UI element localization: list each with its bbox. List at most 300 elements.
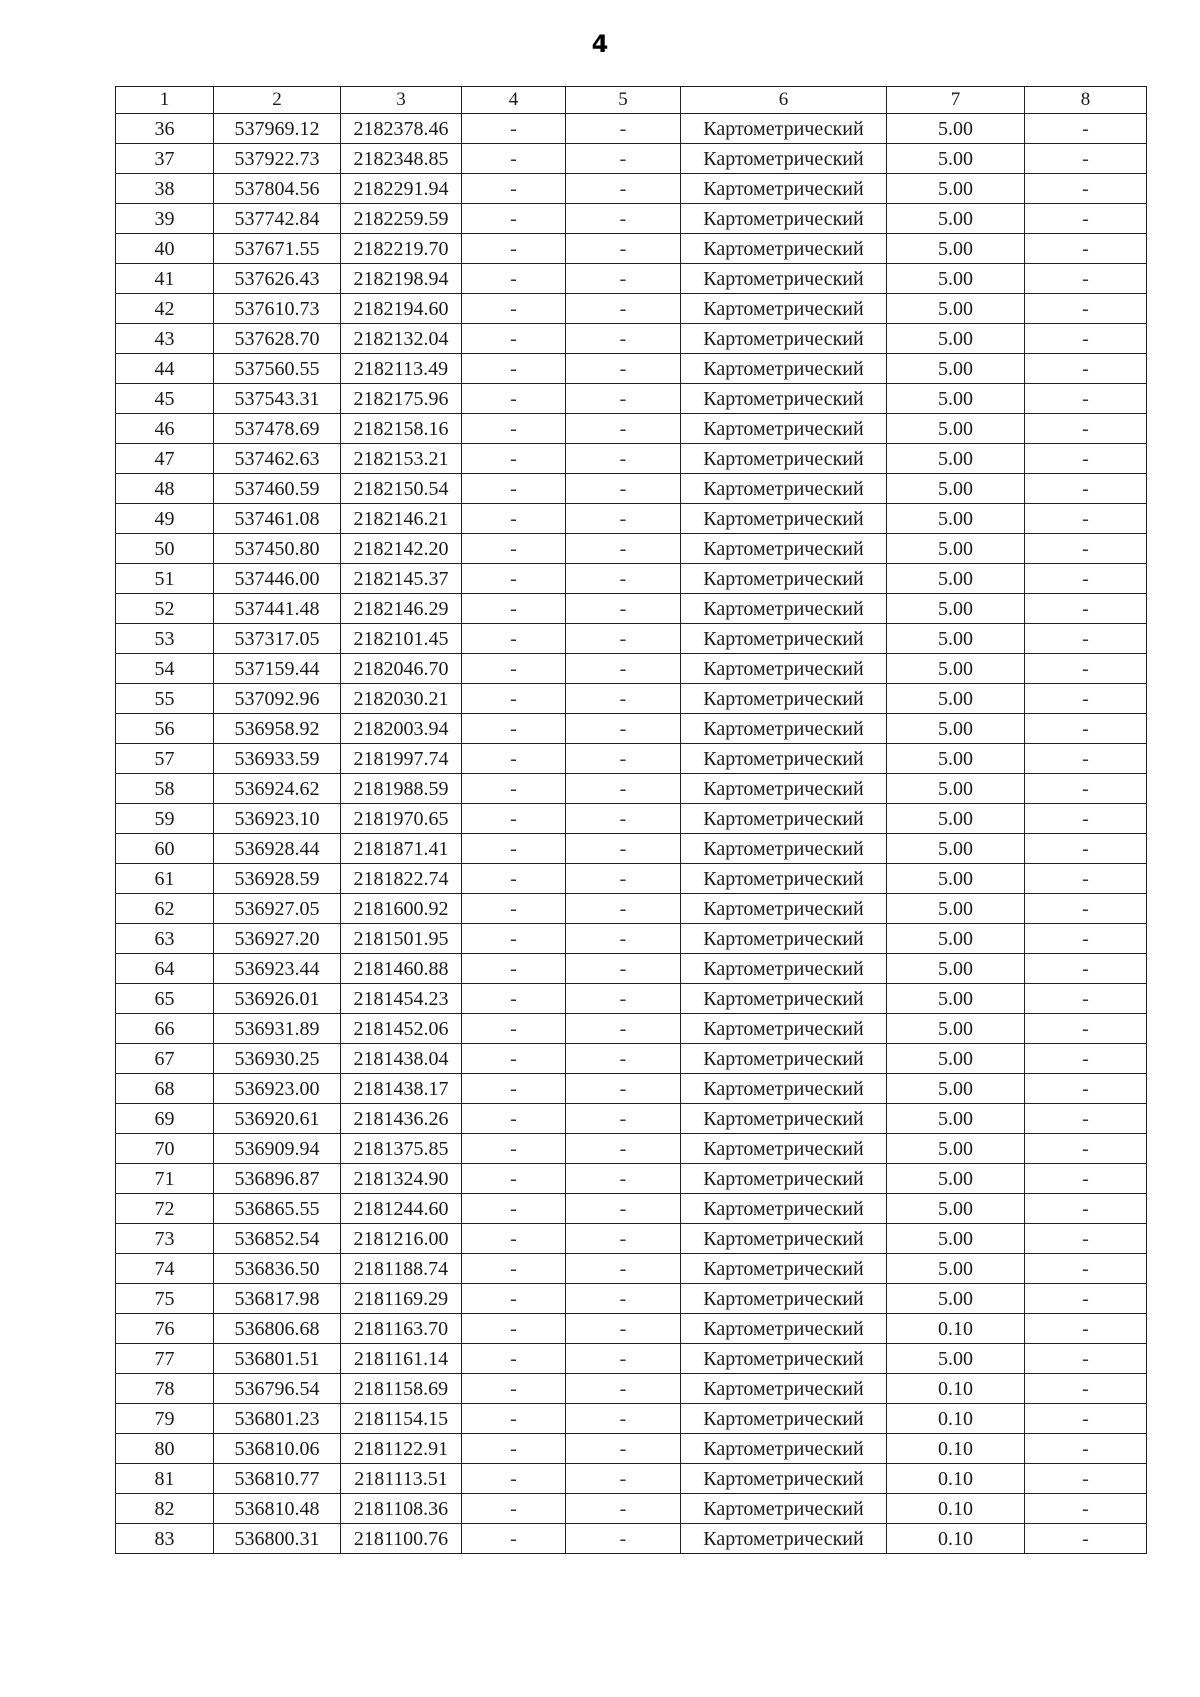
cell-col5-value: -	[566, 324, 681, 354]
cell-accuracy: 5.00	[887, 474, 1025, 504]
cell-point-number: 65	[116, 984, 214, 1014]
table-row	[116, 204, 1147, 234]
column-header-8: 8	[1025, 87, 1147, 114]
cell-col8-value: -	[1025, 1134, 1147, 1164]
cell-col5-value: -	[566, 684, 681, 714]
cell-col5-value: -	[566, 204, 681, 234]
cell-col8-value: -	[1025, 624, 1147, 654]
cell-point-number: 56	[116, 714, 214, 744]
cell-accuracy: 5.00	[887, 1134, 1025, 1164]
table-row	[116, 1464, 1147, 1494]
cell-point-number: 62	[116, 894, 214, 924]
cell-y-coordinate: 2181501.95	[341, 924, 462, 954]
table-row	[116, 1434, 1147, 1464]
cell-col5-value: -	[566, 924, 681, 954]
cell-x-coordinate: 536923.44	[214, 954, 341, 984]
table-row	[116, 1104, 1147, 1134]
cell-method: Картометрический	[681, 204, 887, 234]
table-row	[116, 234, 1147, 264]
cell-point-number: 53	[116, 624, 214, 654]
cell-x-coordinate: 537446.00	[214, 564, 341, 594]
cell-col8-value: -	[1025, 1164, 1147, 1194]
cell-y-coordinate: 2182348.85	[341, 144, 462, 174]
cell-accuracy: 0.10	[887, 1464, 1025, 1494]
cell-col4-value: -	[462, 984, 566, 1014]
cell-method: Картометрический	[681, 1254, 887, 1284]
cell-col8-value: -	[1025, 1194, 1147, 1224]
table-row	[116, 1194, 1147, 1224]
cell-y-coordinate: 2182378.46	[341, 114, 462, 144]
cell-col8-value: -	[1025, 1464, 1147, 1494]
cell-col8-value: -	[1025, 594, 1147, 624]
cell-x-coordinate: 536796.54	[214, 1374, 341, 1404]
cell-method: Картометрический	[681, 144, 887, 174]
cell-col8-value: -	[1025, 264, 1147, 294]
cell-col4-value: -	[462, 1254, 566, 1284]
cell-col8-value: -	[1025, 1014, 1147, 1044]
cell-accuracy: 5.00	[887, 1254, 1025, 1284]
cell-point-number: 58	[116, 774, 214, 804]
cell-x-coordinate: 536923.00	[214, 1074, 341, 1104]
table-row	[116, 714, 1147, 744]
cell-col5-value: -	[566, 1044, 681, 1074]
cell-col8-value: -	[1025, 474, 1147, 504]
cell-col5-value: -	[566, 1104, 681, 1134]
cell-col4-value: -	[462, 474, 566, 504]
cell-col5-value: -	[566, 1164, 681, 1194]
cell-col8-value: -	[1025, 654, 1147, 684]
cell-method: Картометрический	[681, 1314, 887, 1344]
cell-method: Картометрический	[681, 1524, 887, 1554]
cell-col5-value: -	[566, 1434, 681, 1464]
cell-y-coordinate: 2182145.37	[341, 564, 462, 594]
cell-method: Картометрический	[681, 1344, 887, 1374]
cell-accuracy: 5.00	[887, 1104, 1025, 1134]
table-row	[116, 1164, 1147, 1194]
cell-x-coordinate: 537922.73	[214, 144, 341, 174]
cell-accuracy: 5.00	[887, 294, 1025, 324]
cell-col5-value: -	[566, 654, 681, 684]
table-row	[116, 1524, 1147, 1554]
cell-point-number: 43	[116, 324, 214, 354]
cell-col5-value: -	[566, 594, 681, 624]
cell-method: Картометрический	[681, 1284, 887, 1314]
cell-method: Картометрический	[681, 804, 887, 834]
table-row	[116, 1074, 1147, 1104]
cell-accuracy: 5.00	[887, 714, 1025, 744]
table-header-row	[116, 87, 1147, 114]
cell-y-coordinate: 2181113.51	[341, 1464, 462, 1494]
cell-x-coordinate: 537671.55	[214, 234, 341, 264]
cell-x-coordinate: 536958.92	[214, 714, 341, 744]
cell-col4-value: -	[462, 1464, 566, 1494]
cell-accuracy: 5.00	[887, 1044, 1025, 1074]
cell-col8-value: -	[1025, 744, 1147, 774]
cell-accuracy: 5.00	[887, 1224, 1025, 1254]
table-row	[116, 174, 1147, 204]
table-row	[116, 744, 1147, 774]
table-row	[116, 504, 1147, 534]
cell-x-coordinate: 537742.84	[214, 204, 341, 234]
cell-y-coordinate: 2181375.85	[341, 1134, 462, 1164]
cell-method: Картометрический	[681, 834, 887, 864]
table-row	[116, 924, 1147, 954]
cell-col4-value: -	[462, 654, 566, 684]
cell-method: Картометрический	[681, 414, 887, 444]
cell-col8-value: -	[1025, 174, 1147, 204]
cell-y-coordinate: 2181997.74	[341, 744, 462, 774]
cell-accuracy: 5.00	[887, 174, 1025, 204]
cell-col4-value: -	[462, 1494, 566, 1524]
cell-accuracy: 5.00	[887, 1284, 1025, 1314]
cell-point-number: 42	[116, 294, 214, 324]
cell-y-coordinate: 2182175.96	[341, 384, 462, 414]
cell-accuracy: 5.00	[887, 384, 1025, 414]
cell-y-coordinate: 2181324.90	[341, 1164, 462, 1194]
cell-method: Картометрический	[681, 354, 887, 384]
cell-col4-value: -	[462, 744, 566, 774]
cell-method: Картометрический	[681, 894, 887, 924]
cell-x-coordinate: 536810.06	[214, 1434, 341, 1464]
cell-col8-value: -	[1025, 864, 1147, 894]
cell-x-coordinate: 536930.25	[214, 1044, 341, 1074]
page-number: 4	[591, 30, 609, 58]
table-row	[116, 294, 1147, 324]
column-header-4: 4	[462, 87, 566, 114]
cell-x-coordinate: 537628.70	[214, 324, 341, 354]
cell-accuracy: 5.00	[887, 354, 1025, 384]
cell-col5-value: -	[566, 1464, 681, 1494]
table-row	[116, 1344, 1147, 1374]
cell-accuracy: 5.00	[887, 324, 1025, 354]
cell-x-coordinate: 536801.51	[214, 1344, 341, 1374]
column-header-1: 1	[116, 87, 214, 114]
cell-accuracy: 5.00	[887, 234, 1025, 264]
cell-method: Картометрический	[681, 1434, 887, 1464]
cell-x-coordinate: 536800.31	[214, 1524, 341, 1554]
cell-x-coordinate: 537626.43	[214, 264, 341, 294]
cell-x-coordinate: 536896.87	[214, 1164, 341, 1194]
cell-col5-value: -	[566, 444, 681, 474]
cell-y-coordinate: 2181822.74	[341, 864, 462, 894]
table-row	[116, 684, 1147, 714]
cell-col4-value: -	[462, 354, 566, 384]
cell-accuracy: 5.00	[887, 624, 1025, 654]
cell-col8-value: -	[1025, 1104, 1147, 1134]
cell-x-coordinate: 537969.12	[214, 114, 341, 144]
cell-method: Картометрический	[681, 924, 887, 954]
cell-point-number: 60	[116, 834, 214, 864]
cell-y-coordinate: 2182150.54	[341, 474, 462, 504]
cell-y-coordinate: 2182030.21	[341, 684, 462, 714]
cell-col5-value: -	[566, 174, 681, 204]
cell-x-coordinate: 537462.63	[214, 444, 341, 474]
cell-col5-value: -	[566, 384, 681, 414]
cell-col8-value: -	[1025, 1224, 1147, 1254]
cell-col8-value: -	[1025, 1254, 1147, 1284]
cell-col4-value: -	[462, 1194, 566, 1224]
cell-col4-value: -	[462, 1224, 566, 1254]
cell-col5-value: -	[566, 234, 681, 264]
cell-accuracy: 0.10	[887, 1314, 1025, 1344]
cell-accuracy: 5.00	[887, 264, 1025, 294]
cell-x-coordinate: 537461.08	[214, 504, 341, 534]
cell-col4-value: -	[462, 864, 566, 894]
cell-y-coordinate: 2182146.29	[341, 594, 462, 624]
column-header-2: 2	[214, 87, 341, 114]
table-row	[116, 1014, 1147, 1044]
cell-method: Картометрический	[681, 504, 887, 534]
cell-point-number: 44	[116, 354, 214, 384]
table-row	[116, 444, 1147, 474]
cell-accuracy: 5.00	[887, 414, 1025, 444]
cell-point-number: 51	[116, 564, 214, 594]
cell-accuracy: 5.00	[887, 864, 1025, 894]
cell-point-number: 68	[116, 1074, 214, 1104]
cell-x-coordinate: 536817.98	[214, 1284, 341, 1314]
cell-method: Картометрический	[681, 624, 887, 654]
cell-method: Картометрический	[681, 294, 887, 324]
cell-point-number: 72	[116, 1194, 214, 1224]
cell-point-number: 73	[116, 1224, 214, 1254]
cell-col8-value: -	[1025, 324, 1147, 354]
cell-y-coordinate: 2181970.65	[341, 804, 462, 834]
cell-col5-value: -	[566, 1374, 681, 1404]
cell-method: Картометрический	[681, 384, 887, 414]
cell-col4-value: -	[462, 144, 566, 174]
table-row	[116, 1044, 1147, 1074]
cell-col5-value: -	[566, 834, 681, 864]
cell-col4-value: -	[462, 1044, 566, 1074]
table-row	[116, 804, 1147, 834]
column-header-5: 5	[566, 87, 681, 114]
cell-y-coordinate: 2181460.88	[341, 954, 462, 984]
cell-point-number: 76	[116, 1314, 214, 1344]
cell-accuracy: 5.00	[887, 1344, 1025, 1374]
cell-x-coordinate: 536926.01	[214, 984, 341, 1014]
cell-point-number: 81	[116, 1464, 214, 1494]
cell-col8-value: -	[1025, 354, 1147, 384]
table-row	[116, 534, 1147, 564]
cell-y-coordinate: 2182259.59	[341, 204, 462, 234]
table-row	[116, 594, 1147, 624]
cell-x-coordinate: 536865.55	[214, 1194, 341, 1224]
cell-col8-value: -	[1025, 834, 1147, 864]
cell-point-number: 63	[116, 924, 214, 954]
table-row	[116, 654, 1147, 684]
cell-y-coordinate: 2181154.15	[341, 1404, 462, 1434]
cell-col4-value: -	[462, 504, 566, 534]
cell-x-coordinate: 537460.59	[214, 474, 341, 504]
cell-point-number: 77	[116, 1344, 214, 1374]
cell-method: Картометрический	[681, 954, 887, 984]
cell-point-number: 82	[116, 1494, 214, 1524]
cell-x-coordinate: 537478.69	[214, 414, 341, 444]
cell-accuracy: 5.00	[887, 594, 1025, 624]
cell-accuracy: 0.10	[887, 1404, 1025, 1434]
cell-accuracy: 5.00	[887, 654, 1025, 684]
cell-accuracy: 5.00	[887, 894, 1025, 924]
cell-col8-value: -	[1025, 414, 1147, 444]
cell-y-coordinate: 2182046.70	[341, 654, 462, 684]
cell-point-number: 54	[116, 654, 214, 684]
cell-accuracy: 5.00	[887, 804, 1025, 834]
cell-point-number: 59	[116, 804, 214, 834]
cell-accuracy: 5.00	[887, 534, 1025, 564]
cell-col8-value: -	[1025, 1434, 1147, 1464]
cell-col5-value: -	[566, 504, 681, 534]
cell-point-number: 50	[116, 534, 214, 564]
cell-col8-value: -	[1025, 1494, 1147, 1524]
cell-y-coordinate: 2182101.45	[341, 624, 462, 654]
cell-x-coordinate: 536927.20	[214, 924, 341, 954]
cell-method: Картометрический	[681, 444, 887, 474]
column-header-3: 3	[341, 87, 462, 114]
cell-y-coordinate: 2181122.91	[341, 1434, 462, 1464]
cell-col4-value: -	[462, 414, 566, 444]
cell-method: Картометрический	[681, 1374, 887, 1404]
cell-point-number: 80	[116, 1434, 214, 1464]
cell-accuracy: 5.00	[887, 1074, 1025, 1104]
cell-col8-value: -	[1025, 204, 1147, 234]
cell-point-number: 52	[116, 594, 214, 624]
cell-col4-value: -	[462, 624, 566, 654]
cell-col4-value: -	[462, 774, 566, 804]
cell-col5-value: -	[566, 114, 681, 144]
cell-accuracy: 5.00	[887, 774, 1025, 804]
cell-col5-value: -	[566, 1224, 681, 1254]
table-row	[116, 1404, 1147, 1434]
cell-point-number: 40	[116, 234, 214, 264]
cell-point-number: 49	[116, 504, 214, 534]
cell-col4-value: -	[462, 294, 566, 324]
cell-point-number: 41	[116, 264, 214, 294]
cell-method: Картометрический	[681, 474, 887, 504]
cell-col5-value: -	[566, 564, 681, 594]
table-row	[116, 1314, 1147, 1344]
cell-point-number: 48	[116, 474, 214, 504]
cell-method: Картометрический	[681, 984, 887, 1014]
cell-point-number: 78	[116, 1374, 214, 1404]
cell-col8-value: -	[1025, 1344, 1147, 1374]
cell-col8-value: -	[1025, 234, 1147, 264]
cell-x-coordinate: 536928.44	[214, 834, 341, 864]
cell-point-number: 36	[116, 114, 214, 144]
cell-col4-value: -	[462, 534, 566, 564]
cell-col8-value: -	[1025, 1074, 1147, 1104]
cell-method: Картометрический	[681, 324, 887, 354]
cell-method: Картометрический	[681, 714, 887, 744]
cell-col4-value: -	[462, 204, 566, 234]
cell-method: Картометрический	[681, 564, 887, 594]
cell-accuracy: 5.00	[887, 834, 1025, 864]
cell-method: Картометрический	[681, 594, 887, 624]
cell-col4-value: -	[462, 324, 566, 354]
cell-accuracy: 5.00	[887, 204, 1025, 234]
cell-accuracy: 5.00	[887, 114, 1025, 144]
table-row	[116, 1224, 1147, 1254]
cell-point-number: 39	[116, 204, 214, 234]
cell-y-coordinate: 2182146.21	[341, 504, 462, 534]
cell-col4-value: -	[462, 1074, 566, 1104]
cell-col8-value: -	[1025, 804, 1147, 834]
cell-col4-value: -	[462, 444, 566, 474]
cell-y-coordinate: 2181244.60	[341, 1194, 462, 1224]
cell-col8-value: -	[1025, 1314, 1147, 1344]
cell-y-coordinate: 2181600.92	[341, 894, 462, 924]
cell-y-coordinate: 2181108.36	[341, 1494, 462, 1524]
cell-col4-value: -	[462, 1344, 566, 1374]
cell-method: Картометрический	[681, 174, 887, 204]
cell-point-number: 47	[116, 444, 214, 474]
table-row	[116, 1284, 1147, 1314]
cell-x-coordinate: 537317.05	[214, 624, 341, 654]
cell-accuracy: 5.00	[887, 744, 1025, 774]
table-row	[116, 384, 1147, 414]
cell-point-number: 38	[116, 174, 214, 204]
table-row	[116, 774, 1147, 804]
cell-col5-value: -	[566, 714, 681, 744]
cell-y-coordinate: 2181169.29	[341, 1284, 462, 1314]
cell-accuracy: 0.10	[887, 1524, 1025, 1554]
cell-accuracy: 5.00	[887, 1014, 1025, 1044]
cell-col8-value: -	[1025, 774, 1147, 804]
table-row	[116, 984, 1147, 1014]
cell-col5-value: -	[566, 1344, 681, 1374]
cell-y-coordinate: 2181871.41	[341, 834, 462, 864]
cell-col8-value: -	[1025, 384, 1147, 414]
cell-y-coordinate: 2182153.21	[341, 444, 462, 474]
cell-point-number: 61	[116, 864, 214, 894]
table-row	[116, 264, 1147, 294]
cell-col8-value: -	[1025, 714, 1147, 744]
cell-col4-value: -	[462, 594, 566, 624]
cell-x-coordinate: 536920.61	[214, 1104, 341, 1134]
cell-accuracy: 5.00	[887, 504, 1025, 534]
column-header-7: 7	[887, 87, 1025, 114]
cell-col8-value: -	[1025, 1404, 1147, 1434]
cell-col4-value: -	[462, 1314, 566, 1344]
table-row	[116, 1494, 1147, 1524]
cell-y-coordinate: 2181161.14	[341, 1344, 462, 1374]
cell-x-coordinate: 536933.59	[214, 744, 341, 774]
cell-col5-value: -	[566, 1014, 681, 1044]
cell-col4-value: -	[462, 804, 566, 834]
table-row	[116, 894, 1147, 924]
cell-col5-value: -	[566, 144, 681, 174]
cell-point-number: 55	[116, 684, 214, 714]
cell-col4-value: -	[462, 174, 566, 204]
cell-point-number: 57	[116, 744, 214, 774]
table-row	[116, 1374, 1147, 1404]
cell-y-coordinate: 2181100.76	[341, 1524, 462, 1554]
cell-method: Картометрический	[681, 234, 887, 264]
cell-col4-value: -	[462, 894, 566, 924]
cell-col4-value: -	[462, 564, 566, 594]
cell-accuracy: 5.00	[887, 954, 1025, 984]
cell-method: Картометрический	[681, 1104, 887, 1134]
cell-y-coordinate: 2181988.59	[341, 774, 462, 804]
cell-point-number: 69	[116, 1104, 214, 1134]
cell-col8-value: -	[1025, 1524, 1147, 1554]
cell-x-coordinate: 537610.73	[214, 294, 341, 324]
coordinates-table	[115, 86, 1147, 1554]
cell-accuracy: 0.10	[887, 1494, 1025, 1524]
cell-method: Картометрический	[681, 684, 887, 714]
cell-method: Картометрический	[681, 1494, 887, 1524]
cell-col4-value: -	[462, 1014, 566, 1044]
cell-method: Картометрический	[681, 1014, 887, 1044]
